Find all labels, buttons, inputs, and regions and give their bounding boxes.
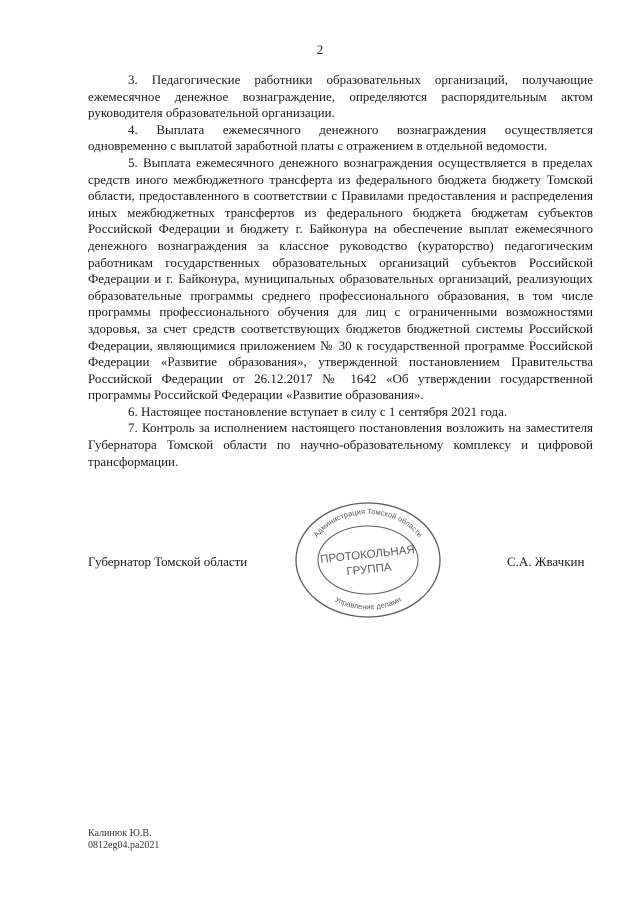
paragraph-7: 7. Контроль за исполнением настоящего постановления возложить на заместителя Губернатора Томской области по научно-образовательному комплексу и цифровой трансформации. bbox=[88, 420, 593, 469]
document-code: 0812eg04.pa2021 bbox=[88, 840, 160, 851]
stamp-line-1: ПРОТОКОЛЬНАЯ bbox=[319, 544, 416, 566]
signatory-name: С.А. Жвачкин bbox=[507, 554, 585, 569]
paragraph-5: 5. Выплата ежемесячного денежного вознаграждения осуществляется в пределах средств иного межбюджетного трансферта из федерального бюджета бюджету Томской области, предоставленного в соответствии с Правилами предоставления и распределения иных межбюджетных трансфертов из федерального бюджета бюджетам субъектов Российской Федерации и бюджету г. Байконура на обеспечение выплат ежемесячного денежного вознаграждения за классное руководство (кураторство) педагогическим работникам государственных образовательных организаций субъектов Российской Федерации и г. Байконура, муниципальных образовательных организаций, реализующих образовательные программы среднего профессионального образования, в том числе программы профессионального обучения для лиц с ограниченными возможностями здоровья, за счет средств соответствующих бюджетов бюджетной системы Российской Федерации, являющимися приложением № 30 к государственной программе Российской Федерации «Развитие образования», утвержденной постановлением Правительства Российской Федерации от 26.12.2017 № 1642 «Об утверждении государственной программы Российской Федерации «Развитие образования». bbox=[88, 154, 593, 403]
document-body bbox=[88, 72, 593, 470]
executor-name: Калинюк Ю.В. bbox=[88, 828, 152, 839]
stamp-line-2: ГРУППА bbox=[345, 561, 393, 579]
document-footer bbox=[88, 828, 159, 852]
protocol-group-stamp bbox=[293, 500, 443, 620]
stamp-bottom-text: Управление делами bbox=[333, 594, 403, 612]
paragraph-3: 3. Педагогические работники образовательных организаций, получающие ежемесячное денежное вознаграждение, определяются распорядительным актом руководителя образовательной организации. bbox=[88, 72, 593, 121]
paragraph-6: 6. Настоящее постановление вступает в силу с 1 сентября 2021 года. bbox=[128, 403, 508, 419]
paragraph-4: 4. Выплата ежемесячного денежного вознаграждения осуществляется одновременно с выплатой заработной платы с отражением в отдельной ведомости. bbox=[88, 121, 593, 154]
page-number: 2 bbox=[316, 42, 324, 57]
signatory-position: Губернатор Томской области bbox=[88, 554, 248, 569]
stamp-outer-text: Администрация Томской области bbox=[311, 506, 425, 539]
